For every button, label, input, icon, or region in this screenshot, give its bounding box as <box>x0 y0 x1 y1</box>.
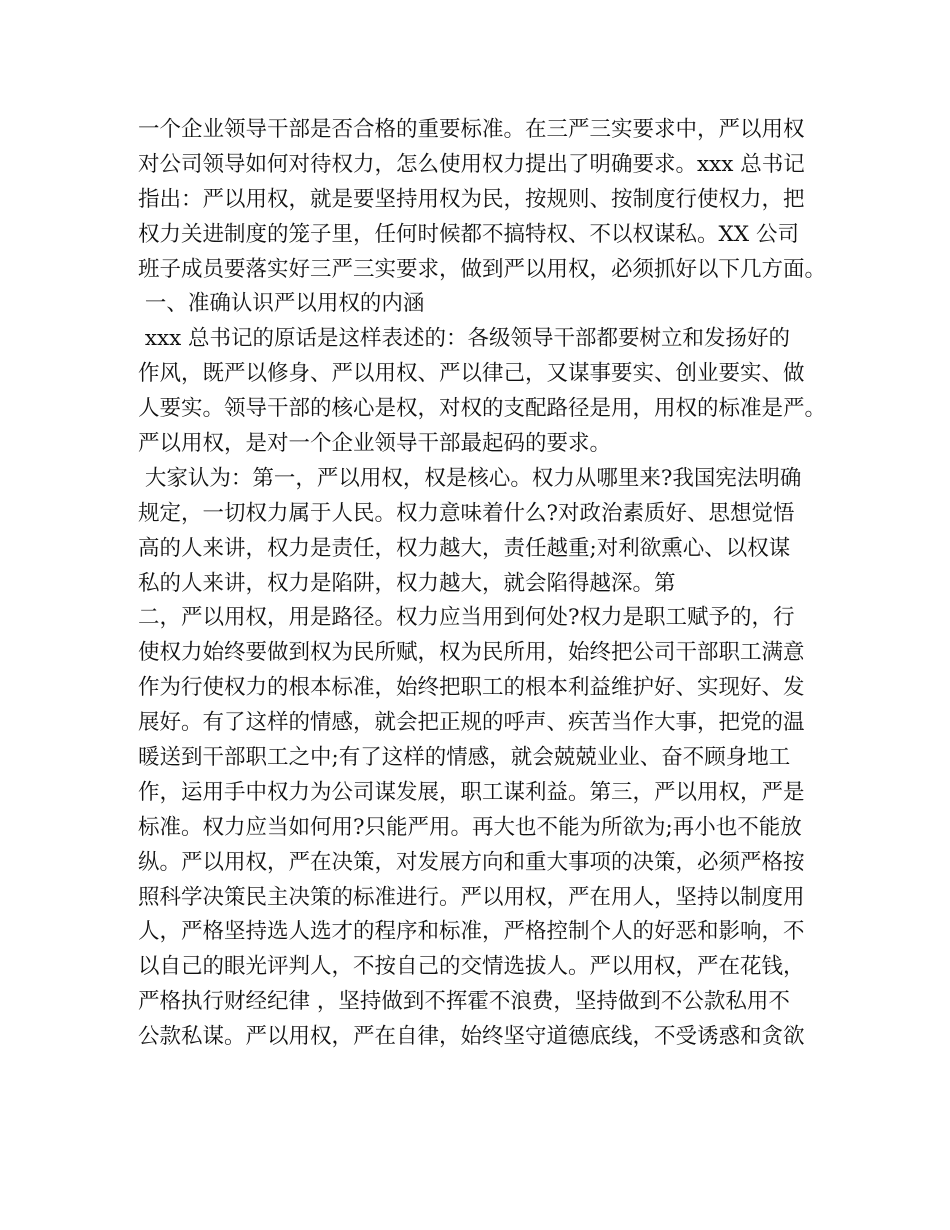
text-line: 高的人来讲，权力是责任，权力越大，责任越重;对利欲熏心、以权谋 <box>138 535 791 561</box>
text-line: 人要实。领导干部的核心是权，对权的支配路径是用，用权的标准是严。 <box>138 396 827 422</box>
text-line: 公款私谋。严以用权，严在自律，始终坚守道德底线，不受诱惑和贪欲 <box>138 1024 805 1050</box>
text-line: 作为行使权力的根本标准，始终把职工的根本利益维护好、实现好、发 <box>138 675 805 701</box>
text-line: 严格执行财经纪律 ，坚持做到不挥霍不浪费，坚持做到不公款私用不 <box>138 989 790 1015</box>
text-line: 展好。有了这样的情感，就会把正规的呼声、疾苦当作大事，把党的温 <box>138 710 805 736</box>
text-line: 纵。严以用权，严在决策，对发展方向和重大事项的决策，必须严格按 <box>138 849 805 875</box>
text-line: 照科学决策民主决策的标准进行。严以用权，严在用人，坚持以制度用 <box>138 884 805 910</box>
text-line: 大家认为：第一，严以用权，权是核心。权力从哪里来?我国宪法明确 <box>138 465 802 491</box>
text-line: 规定，一切权力属于人民。权力意味着什么?对政治素质好、思想觉悟 <box>138 500 795 526</box>
text-line: 作，运用手中权力为公司谋发展，职工谋利益。第三，严以用权，严是 <box>138 779 805 805</box>
text-line: 班子成员要落实好三严三实要求，做到严以用权，必须抓好以下几方面。 <box>138 256 827 282</box>
text-line: 严以用权，是对一个企业领导干部最起码的要求。 <box>138 431 612 457</box>
text-line: 指出：严以用权，就是要坚持用权为民，按规则、按制度行使权力，把 <box>138 186 805 212</box>
text-line: 使权力始终要做到权为民所赋，权为民所用，始终把公司干部职工满意 <box>138 640 805 666</box>
text-line: 标准。权力应当如何用?只能严用。再大也不能为所欲为;再小也不能放 <box>138 814 802 840</box>
text-line: 人，严格坚持选人选才的程序和标准，严格控制个人的好恶和影响，不 <box>138 919 805 945</box>
text-line: 二，严以用权，用是路径。权力应当用到何处?权力是职工赋予的，行 <box>138 605 795 631</box>
text-line: 私的人来讲，权力是陷阱，权力越大，就会陷得越深。第 <box>138 570 676 596</box>
text-line: 对公司领导如何对待权力，怎么使用权力提出了明确要求。xxx 总书记 <box>138 151 805 177</box>
body-text <box>138 113 828 1055</box>
text-line: xxx 总书记的原话是这样表述的：各级领导干部都要树立和发扬好的 <box>138 326 791 352</box>
section-heading: 一、准确认识严以用权的内涵 <box>138 291 425 317</box>
text-line: 以自己的眼光评判人，不按自己的交情选拔人。严以用权，严在花钱， <box>138 954 805 980</box>
text-line: 一个企业领导干部是否合格的重要标准。在三严三实要求中，严以用权 <box>138 117 805 142</box>
text-line: 权力关进制度的笼子里，任何时候都不搞特权、不以权谋私。XX 公司 <box>138 221 799 247</box>
text-line: 作风，既严以修身、严以用权、严以律己，又谋事要实、创业要实、做 <box>138 361 805 387</box>
text-line: 暖送到干部职工之中;有了这样的情感，就会兢兢业业、奋不顾身地工 <box>138 745 791 771</box>
